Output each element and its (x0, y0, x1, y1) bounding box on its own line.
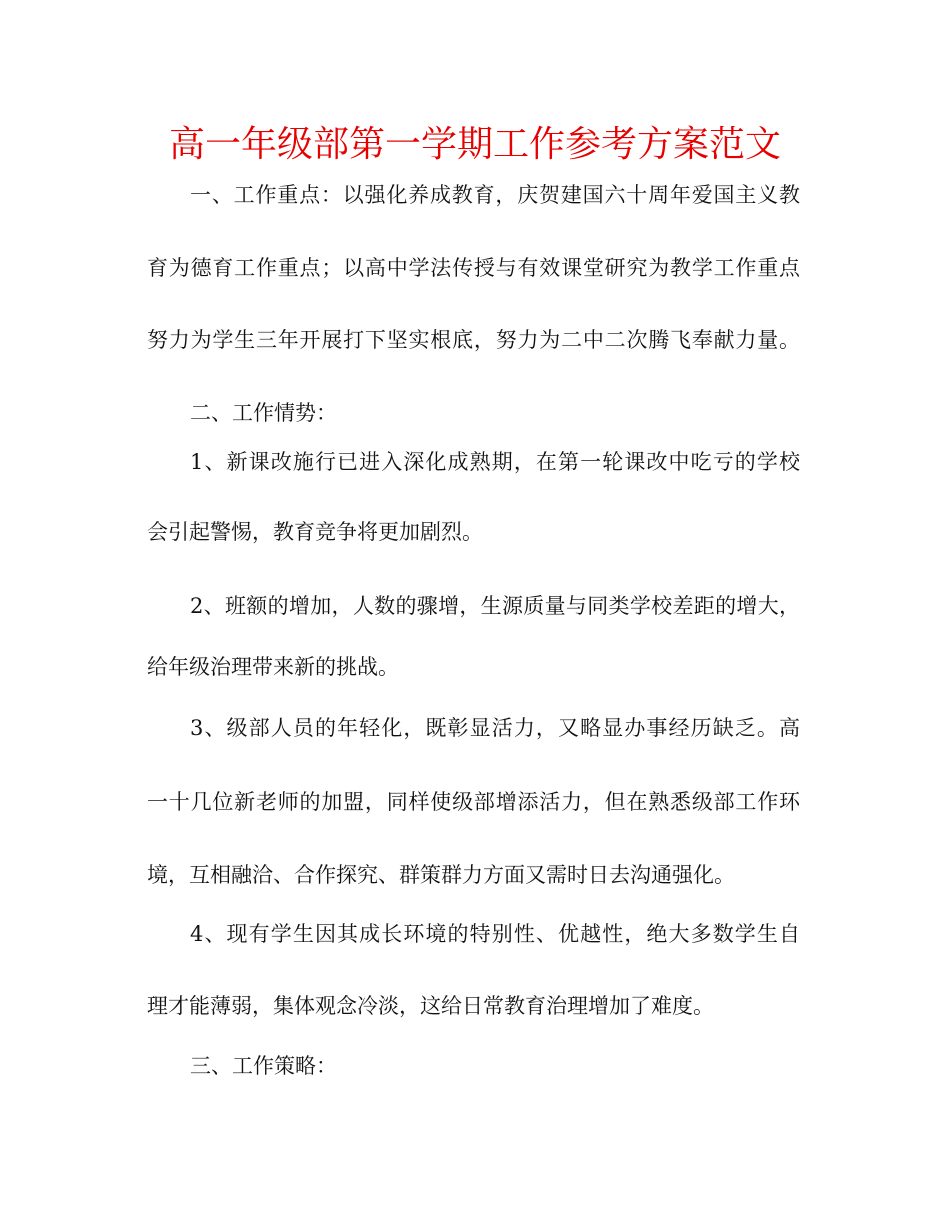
text-line: 给年级治理带来新的挑战。 (147, 655, 399, 679)
text-line: 3、级部人员的年轻化，既彰显活力，又略显办事经历缺乏。高 (190, 716, 800, 740)
text-line: 育为德育工作重点；以高中学法传授与有效课堂研究为教学工作重点 (147, 256, 800, 280)
text-line: 会引起警惕，教育竞争将更加剧烈。 (147, 520, 483, 544)
text-line: 一十几位新老师的加盟，同样使级部增添活力，但在熟悉级部工作环 (147, 790, 800, 814)
document-title: 高一年级部第一学期工作参考方案范文 (168, 124, 781, 165)
text-line: 2、班额的增加，人数的骤增，生源质量与同类学校差距的增大， (190, 594, 800, 618)
text-line: 努力为学生三年开展打下坚实根底，努力为二中二次腾飞奉献力量。 (147, 328, 800, 352)
text-line: 三、工作策略： (190, 1054, 337, 1078)
text-line: 1、新课改施行已进入深化成熟期，在第一轮课改中吃亏的学校 (190, 450, 800, 474)
text-line: 二、工作情势： (190, 401, 337, 425)
text-line: 一、工作重点：以强化养成教育，庆贺建国六十周年爱国主义教 (190, 183, 800, 207)
text-line: 4、现有学生因其成长环境的特别性、优越性，绝大多数学生自 (190, 922, 800, 946)
text-line: 理才能薄弱，集体观念冷淡，这给日常教育治理增加了难度。 (147, 994, 714, 1018)
text-line: 境，互相融洽、合作探究、群策群力方面又需时日去沟通强化。 (147, 863, 735, 887)
